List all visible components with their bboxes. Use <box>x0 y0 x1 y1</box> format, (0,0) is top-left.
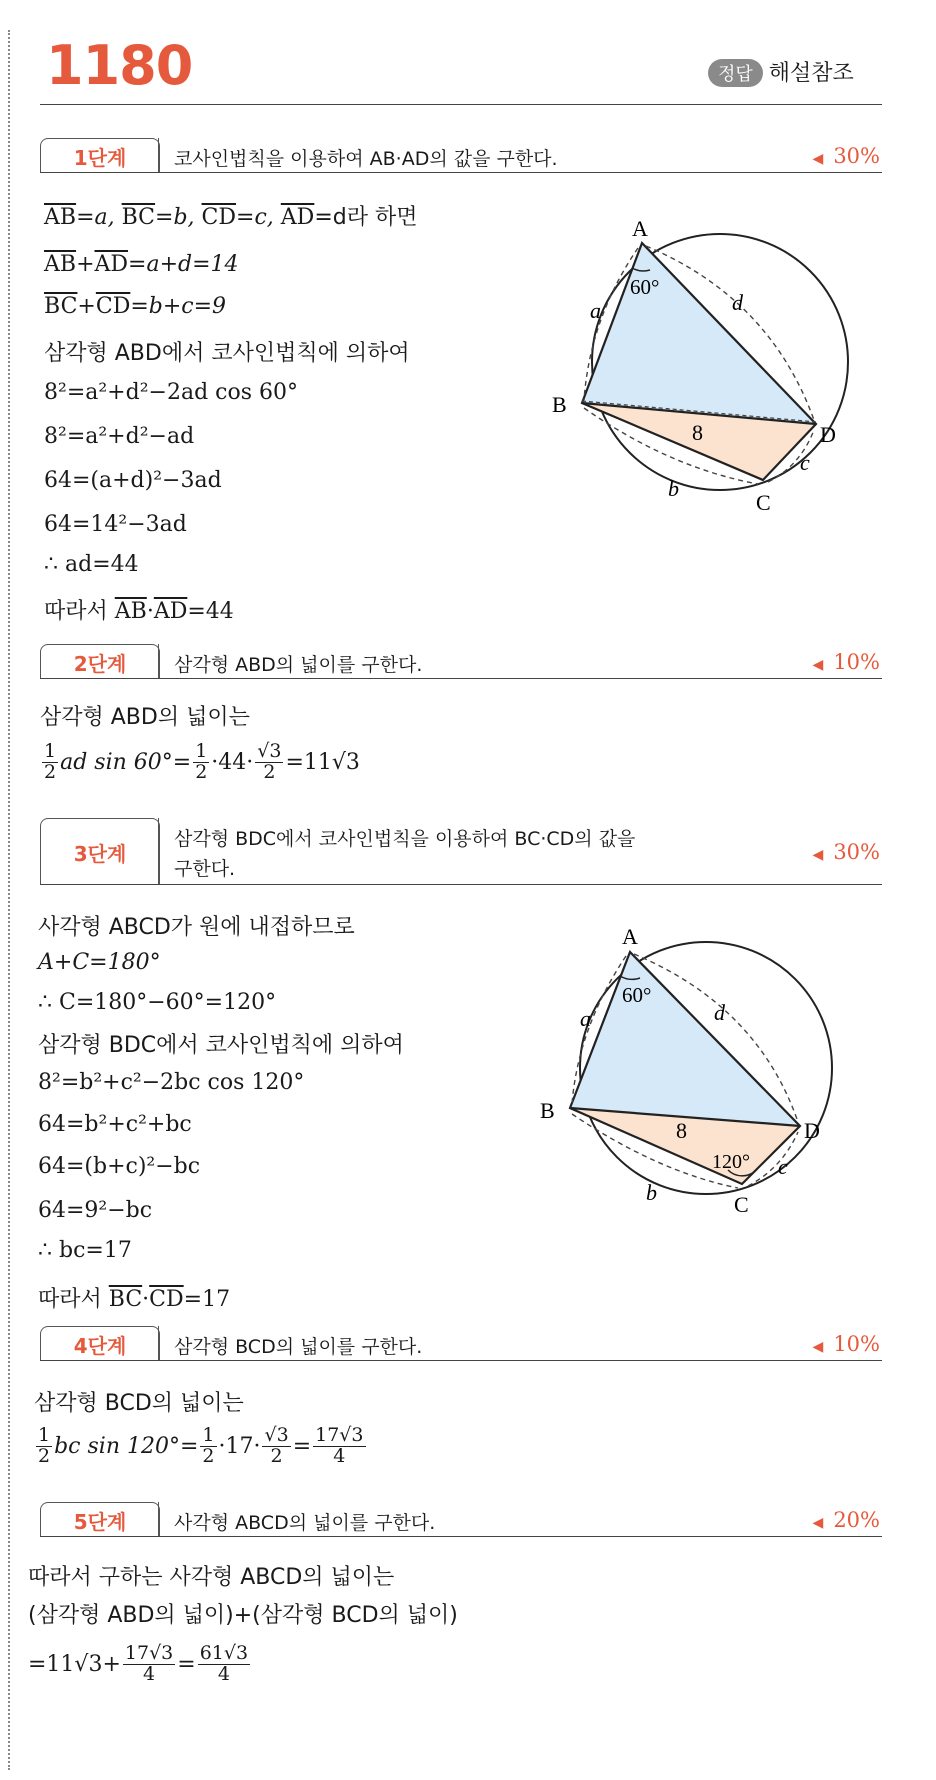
figure-1-cyclic-quadrilateral <box>550 218 880 518</box>
s1-line-4: 삼각형 ABD에서 코사인법칙에 의하여 <box>44 341 410 366</box>
fig1-triangle-abd <box>582 243 816 424</box>
fig1-angle-label: 60° <box>630 275 660 299</box>
s3-line-3: ∴ C=180°−60°=120° <box>38 990 277 1015</box>
step-4-tab: 4단계 <box>40 1326 160 1361</box>
fig2-label-C: C <box>734 1192 749 1217</box>
fig1-label-a: a <box>590 298 601 323</box>
s4-line-1: 삼각형 BCD의 넓이는 <box>34 1391 244 1416</box>
step-2-tab: 2단계 <box>40 644 160 679</box>
fig2-label-c: c <box>778 1154 788 1179</box>
fig1-label-A: A <box>632 218 648 241</box>
step-5-header <box>40 1502 880 1544</box>
fig1-label-c: c <box>800 450 810 475</box>
problem-number: 1180 <box>46 34 193 97</box>
page-edge-dots <box>8 30 10 1770</box>
s1-line-3: $\overline{BC}+\overline{CD}=b+c=9$ <box>44 294 227 319</box>
s1-line-7: 64=(a+d)²−3ad <box>44 468 222 493</box>
figure-2-cyclic-quadrilateral <box>538 928 868 1228</box>
step-2-percent: ◀ 10% <box>812 650 880 674</box>
s5-final-formula: =11√3+ $\frac{17√3}{4}$ = $\frac{61√3}{4}$ <box>28 1642 249 1685</box>
step-1-header <box>40 138 880 180</box>
fig2-bd-label: 8 <box>676 1118 687 1143</box>
answer-text: 해설참조 <box>768 61 854 86</box>
fig1-label-b: b <box>668 476 679 501</box>
fig1-bd-label: 8 <box>692 420 703 445</box>
step-5-tab: 5단계 <box>40 1502 160 1537</box>
fig2-label-b: b <box>646 1180 657 1205</box>
step-5-percent: ◀ 20% <box>812 1508 880 1532</box>
s3-line-8: 64=9²−bc <box>38 1198 153 1223</box>
s1-line-1: $\overline{AB}=a$, $\overline{BC}=b$, $\overline{CD}=c$, $\overline{AD}=d$라 하면 <box>44 205 418 230</box>
fig2-label-A: A <box>622 928 638 949</box>
s5-line-1: 따라서 구하는 사각형 ABCD의 넓이는 <box>28 1565 395 1590</box>
s3-line-5: 8²=b²+c²−2bc cos 120° <box>38 1070 305 1095</box>
fig2-label-D: D <box>804 1118 820 1143</box>
step-5-desc: 사각형 ABCD의 넓이를 구한다. <box>174 1512 436 1534</box>
step-1-tab: 1단계 <box>40 138 160 173</box>
step-4-desc: 삼각형 BCD의 넓이를 구한다. <box>174 1336 423 1358</box>
s1-line-9: ∴ ad=44 <box>44 552 139 577</box>
s3-line-9: ∴ bc=17 <box>38 1238 132 1263</box>
fig2-triangle-abd <box>570 952 800 1126</box>
s1-line-10: 따라서 $\overline{AB}\cdot\overline{AD}=44$ <box>44 599 234 624</box>
fig2-angle2-label: 120° <box>712 1151 750 1173</box>
fig2-label-d: d <box>714 1000 725 1025</box>
s5-line-2: (삼각형 ABD의 넓이)+(삼각형 BCD의 넓이) <box>28 1603 458 1628</box>
fig1-label-d: d <box>732 290 743 315</box>
answer-badge: 정답 <box>708 59 763 87</box>
s3-line-7: 64=(b+c)²−bc <box>38 1154 201 1179</box>
fig1-label-C: C <box>756 490 771 515</box>
s1-line-5: 8²=a²+d²−2ad cos 60° <box>44 380 298 405</box>
s1-line-8: 64=14²−3ad <box>44 512 187 537</box>
answer-label <box>708 56 854 87</box>
step-3-desc-line2: 구한다. <box>174 858 236 880</box>
fig1-label-D: D <box>820 422 836 447</box>
s3-line-4: 삼각형 BDC에서 코사인법칙에 의하여 <box>38 1033 404 1058</box>
step-3-percent: ◀ 30% <box>812 840 880 864</box>
s3-line-1: 사각형 ABCD가 원에 내접하므로 <box>38 915 355 940</box>
fig2-label-a: a <box>580 1006 591 1031</box>
step-2-header <box>40 644 880 686</box>
s3-line-2: A+C=180° <box>38 950 161 975</box>
fig1-label-B: B <box>552 392 567 417</box>
s3-line-6: 64=b²+c²+bc <box>38 1112 192 1137</box>
header-rule <box>40 104 882 105</box>
s3-line-10: 따라서 $\overline{BC}\cdot\overline{CD}=17$ <box>38 1287 231 1312</box>
s1-line-2: $\overline{AB}+\overline{AD}=a+d=14$ <box>44 252 239 277</box>
step-4-header <box>40 1326 880 1368</box>
s2-area-formula: 1 2 ad sin 60°= $\frac{1}{2}$ ·44· $\frac{√3}{2}$ =11√3 <box>44 740 360 783</box>
step-3-desc-line1: 삼각형 BDC에서 코사인법칙을 이용하여 BC·CD의 값을 <box>174 828 636 850</box>
s4-area-formula: 1 2 bc sin 120°= $\frac{1}{2}$ ·17· $\frac{√3}{2}$ = $\frac{17√3}{4}$ <box>38 1424 364 1467</box>
step-1-percent: ◀ 30% <box>812 144 880 168</box>
s2-line-1: 삼각형 ABD의 넓이는 <box>40 705 250 730</box>
fig2-angle-label: 60° <box>622 983 652 1007</box>
step-1-desc: 코사인법칙을 이용하여 AB·AD의 값을 구한다. <box>174 148 558 170</box>
step-4-percent: ◀ 10% <box>812 1332 880 1356</box>
step-3-header <box>40 818 880 892</box>
fig2-label-B: B <box>540 1098 555 1123</box>
s1-line-6: 8²=a²+d²−ad <box>44 424 195 449</box>
step-2-desc: 삼각형 ABD의 넓이를 구한다. <box>174 654 423 676</box>
step-3-tab: 3단계 <box>40 818 160 885</box>
